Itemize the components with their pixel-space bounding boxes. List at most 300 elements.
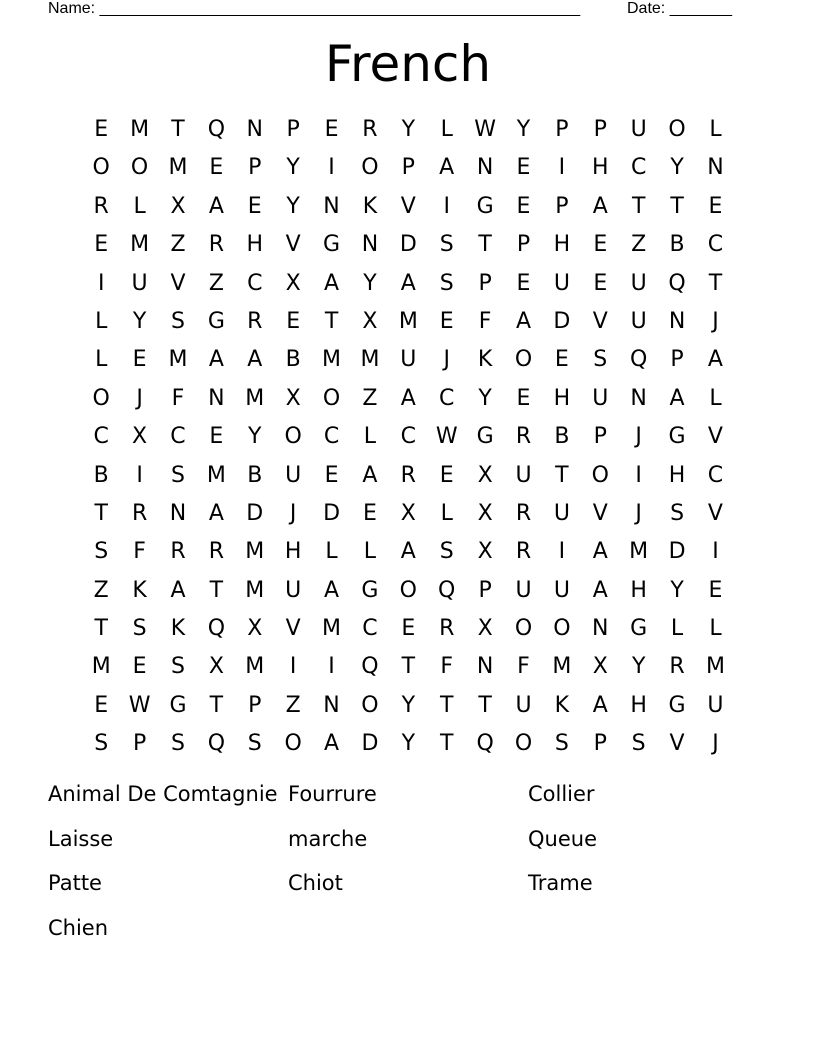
- grid-cell: C: [630, 155, 647, 181]
- grid-cell: T: [478, 232, 492, 258]
- grid-cell: S: [554, 731, 569, 757]
- grid-cell: S: [132, 616, 147, 642]
- grid-cell: O: [361, 155, 379, 181]
- grid-cell: E: [132, 347, 147, 373]
- grid-cell: E: [362, 500, 377, 526]
- grid-cell: T: [324, 308, 339, 334]
- grid-cell: I: [97, 270, 105, 296]
- grid-cell: N: [476, 155, 494, 181]
- grid-cell: A: [208, 347, 224, 373]
- grid-cell: E: [516, 193, 531, 219]
- grid-cell: U: [285, 577, 302, 603]
- grid-cell: F: [440, 654, 454, 680]
- grid-cell: H: [592, 155, 609, 181]
- grid-cell: Y: [631, 654, 646, 680]
- grid-cell: U: [707, 692, 724, 718]
- grid-cell: Q: [207, 117, 226, 142]
- grid-cell: A: [247, 347, 263, 373]
- grid-cell: P: [593, 117, 607, 142]
- grid-cell: H: [668, 462, 686, 488]
- grid-cell: V: [170, 270, 186, 296]
- grid-cell: T: [670, 193, 684, 219]
- grid-cell: L: [325, 539, 338, 565]
- grid-cell: R: [93, 193, 109, 219]
- grid-cell: L: [363, 424, 377, 450]
- grid-row: [82, 572, 736, 610]
- grid-cell: C: [170, 424, 186, 450]
- grid-cell: A: [208, 500, 224, 526]
- grid-cell: N: [707, 155, 724, 181]
- grid-cell: V: [707, 500, 723, 526]
- grid-cell: Q: [476, 731, 494, 757]
- grid-cell: F: [517, 654, 530, 680]
- grid-cell: E: [439, 462, 454, 488]
- grid-cell: L: [363, 539, 377, 565]
- grid-cell: M: [206, 462, 226, 488]
- grid-cell: P: [248, 155, 262, 181]
- grid-cell: Z: [362, 385, 378, 411]
- grid-cell: A: [324, 577, 340, 603]
- grid-row: [82, 725, 736, 763]
- grid-cell: W: [128, 692, 151, 718]
- grid-cell: G: [323, 232, 341, 258]
- grid-cell: P: [401, 155, 415, 181]
- grid-cell: E: [94, 117, 109, 142]
- grid-cell: P: [248, 692, 262, 718]
- grid-cell: M: [245, 577, 265, 603]
- grid-cell: L: [95, 347, 108, 373]
- grid-cell: R: [515, 500, 532, 526]
- grid-cell: Y: [401, 731, 416, 757]
- grid-cell: U: [553, 500, 570, 526]
- grid-cell: H: [553, 385, 571, 411]
- grid-cell: E: [132, 654, 147, 680]
- grid-cell: N: [323, 193, 340, 219]
- grid-cell: Z: [631, 232, 647, 258]
- grid-cell: U: [285, 462, 302, 488]
- grid-cell: T: [209, 577, 224, 603]
- grid-cell: Z: [170, 232, 186, 258]
- grid-cell: X: [170, 193, 186, 219]
- grid-cell: J: [635, 500, 642, 526]
- grid-cell: Q: [630, 347, 648, 373]
- grid-cell: D: [668, 539, 686, 565]
- grid-cell: A: [439, 155, 455, 181]
- grid-cell: C: [362, 616, 378, 642]
- grid-cell: N: [476, 654, 494, 680]
- grid-cell: D: [246, 500, 264, 526]
- grid-cell: V: [669, 731, 685, 757]
- grid-cell: L: [440, 500, 453, 526]
- grid-cell: X: [477, 462, 493, 488]
- grid-cell: E: [516, 155, 531, 181]
- grid-cell: T: [94, 616, 108, 642]
- grid-cell: O: [591, 462, 609, 488]
- grid-row: [82, 226, 736, 264]
- grid-cell: G: [169, 692, 187, 718]
- word-list-item: Trame: [528, 871, 593, 896]
- grid-cell: J: [289, 500, 297, 526]
- grid-cell: Q: [361, 654, 379, 680]
- grid-row: [82, 495, 736, 533]
- grid-cell: B: [285, 347, 301, 373]
- grid-cell: W: [474, 117, 496, 142]
- grid-row: [82, 687, 736, 725]
- grid-cell: F: [478, 308, 492, 334]
- grid-cell: C: [439, 385, 455, 411]
- grid-cell: Q: [438, 577, 456, 603]
- grid-cell: I: [558, 155, 566, 181]
- grid-cell: H: [246, 232, 264, 258]
- grid-cell: A: [324, 270, 340, 296]
- grid-cell: L: [709, 616, 722, 642]
- header-line: [48, 0, 748, 20]
- grid-cell: T: [94, 500, 108, 526]
- grid-cell: O: [284, 731, 302, 757]
- grid-cell: O: [514, 616, 533, 642]
- grid-cell: S: [170, 654, 185, 680]
- grid-cell: G: [361, 577, 379, 603]
- grid-cell: S: [439, 539, 454, 565]
- grid-cell: U: [553, 270, 570, 296]
- grid-row: [82, 265, 736, 303]
- grid-cell: E: [554, 347, 569, 373]
- grid-cell: L: [709, 385, 722, 411]
- grid-cell: P: [555, 117, 569, 142]
- grid-cell: O: [514, 731, 533, 757]
- grid-cell: S: [439, 232, 454, 258]
- grid-cell: I: [558, 539, 566, 565]
- grid-cell: X: [247, 616, 263, 642]
- grid-cell: C: [93, 424, 109, 450]
- grid-cell: M: [360, 347, 380, 373]
- word-list-item: Laisse: [48, 826, 114, 851]
- word-list-item: Chiot: [288, 871, 343, 896]
- grid-cell: R: [362, 117, 378, 142]
- grid-cell: E: [209, 155, 224, 181]
- grid-cell: C: [707, 232, 724, 258]
- grid-cell: H: [630, 577, 647, 603]
- grid-cell: A: [400, 539, 416, 565]
- grid-cell: O: [361, 692, 379, 718]
- grid-cell: R: [400, 462, 416, 488]
- grid-cell: M: [168, 155, 188, 181]
- grid-cell: R: [208, 539, 225, 565]
- grid-row: [82, 418, 736, 456]
- grid-cell: I: [712, 539, 719, 565]
- grid-cell: Y: [286, 193, 300, 219]
- grid-cell: E: [324, 117, 339, 142]
- grid-cell: V: [592, 308, 608, 334]
- grid-cell: M: [168, 347, 188, 373]
- grid-cell: O: [399, 577, 417, 603]
- grid-cell: Q: [207, 731, 226, 757]
- grid-cell: E: [94, 232, 109, 258]
- grid-cell: S: [170, 462, 185, 488]
- grid-cell: X: [208, 654, 224, 680]
- grid-cell: U: [553, 577, 570, 603]
- grid-row: [82, 149, 736, 187]
- grid-cell: N: [246, 117, 263, 142]
- word-list-item: Queue: [528, 826, 597, 851]
- grid-row: [82, 610, 736, 648]
- grid-cell: T: [555, 462, 569, 488]
- grid-cell: A: [592, 692, 608, 718]
- grid-cell: J: [635, 424, 642, 450]
- grid-cell: R: [515, 424, 532, 450]
- grid-cell: F: [133, 539, 146, 565]
- grid-cell: H: [630, 692, 647, 718]
- name-field-label: Name: ______________________________________________________: [48, 0, 581, 17]
- grid-cell: T: [401, 654, 416, 680]
- grid-cell: R: [170, 539, 186, 565]
- grid-cell: S: [631, 731, 646, 757]
- grid-cell: G: [668, 424, 686, 450]
- grid-cell: S: [170, 308, 185, 334]
- grid-cell: D: [323, 500, 341, 526]
- grid-cell: R: [515, 539, 532, 565]
- grid-cell: M: [705, 654, 725, 680]
- grid-cell: N: [208, 385, 225, 411]
- grid-cell: Z: [93, 577, 109, 603]
- grid-cell: E: [209, 424, 224, 450]
- word-list-item: Chien: [48, 916, 109, 941]
- grid-cell: L: [670, 616, 684, 642]
- grid-cell: T: [439, 731, 454, 757]
- grid-cell: J: [136, 385, 143, 411]
- grid-cell: Y: [478, 385, 492, 411]
- grid-cell: M: [245, 654, 265, 680]
- grid-row: [82, 188, 736, 226]
- word-list: [48, 774, 768, 953]
- grid-cell: P: [555, 193, 569, 219]
- grid-cell: M: [130, 232, 150, 258]
- grid-cell: C: [400, 424, 416, 450]
- word-list-item: Fourrure: [288, 782, 377, 806]
- grid-cell: A: [324, 731, 340, 757]
- grid-cell: T: [631, 193, 646, 219]
- grid-cell: O: [284, 424, 302, 450]
- grid-cell: M: [552, 654, 572, 680]
- grid-cell: T: [209, 692, 224, 718]
- grid-cell: A: [170, 577, 186, 603]
- grid-cell: I: [328, 155, 335, 181]
- grid-row: [82, 533, 736, 571]
- grid-cell: L: [709, 117, 722, 142]
- grid-cell: O: [553, 616, 571, 642]
- grid-cell: G: [207, 308, 225, 334]
- grid-cell: M: [322, 347, 342, 373]
- grid-cell: I: [136, 462, 143, 488]
- grid-cell: P: [593, 731, 607, 757]
- grid-cell: S: [439, 270, 454, 296]
- grid-cell: S: [593, 347, 608, 373]
- grid-cell: E: [94, 692, 109, 718]
- grid-row: [82, 111, 736, 149]
- grid-cell: Y: [363, 270, 377, 296]
- grid-cell: E: [708, 577, 723, 603]
- grid-cell: K: [170, 616, 186, 642]
- grid-cell: T: [478, 692, 492, 718]
- grid-cell: Z: [285, 692, 301, 718]
- grid-cell: Y: [286, 155, 300, 181]
- grid-cell: S: [247, 731, 262, 757]
- grid-cell: X: [477, 539, 493, 565]
- grid-cell: T: [439, 692, 454, 718]
- grid-cell: H: [553, 232, 571, 258]
- grid-cell: S: [94, 731, 109, 757]
- grid-cell: G: [476, 424, 494, 450]
- grid-row: [82, 303, 736, 341]
- letter-grid: [82, 111, 736, 764]
- grid-cell: N: [169, 500, 187, 526]
- grid-cell: S: [670, 500, 685, 526]
- grid-cell: C: [323, 424, 340, 450]
- grid-cell: A: [592, 539, 608, 565]
- date-field-label: Date: _______: [627, 0, 732, 17]
- grid-cell: U: [630, 308, 647, 334]
- grid-cell: C: [707, 462, 724, 488]
- grid-cell: N: [361, 232, 379, 258]
- grid-cell: C: [247, 270, 263, 296]
- grid-cell: R: [208, 232, 225, 258]
- grid-row: [82, 341, 736, 379]
- grid-cell: D: [399, 232, 417, 258]
- grid-cell: Q: [668, 270, 686, 296]
- grid-cell: M: [398, 308, 418, 334]
- grid-cell: Y: [516, 117, 531, 142]
- grid-cell: L: [95, 308, 108, 334]
- grid-cell: E: [516, 385, 531, 411]
- grid-cell: K: [554, 692, 570, 718]
- grid-cell: G: [668, 692, 686, 718]
- grid-cell: M: [629, 539, 649, 565]
- grid-cell: S: [170, 731, 185, 757]
- grid-cell: R: [439, 616, 455, 642]
- grid-cell: J: [712, 308, 719, 334]
- grid-cell: E: [593, 270, 608, 296]
- grid-cell: U: [630, 117, 647, 142]
- grid-cell: U: [400, 347, 417, 373]
- grid-cell: M: [91, 654, 111, 680]
- grid-cell: M: [322, 616, 342, 642]
- grid-cell: B: [554, 424, 570, 450]
- grid-cell: T: [171, 117, 185, 142]
- grid-cell: V: [285, 616, 301, 642]
- grid-cell: P: [478, 577, 492, 603]
- grid-cell: Y: [132, 308, 147, 334]
- grid-cell: H: [284, 539, 302, 565]
- grid-cell: V: [285, 232, 301, 258]
- grid-cell: U: [515, 692, 532, 718]
- grid-cell: X: [400, 500, 416, 526]
- grid-cell: A: [592, 193, 608, 219]
- grid-cell: T: [708, 270, 723, 296]
- grid-cell: A: [400, 270, 416, 296]
- grid-cell: D: [553, 308, 571, 334]
- grid-cell: Y: [670, 577, 684, 603]
- grid-cell: J: [712, 731, 719, 757]
- grid-cell: U: [131, 270, 148, 296]
- grid-cell: I: [443, 193, 450, 219]
- grid-cell: O: [92, 155, 110, 181]
- grid-row: [82, 648, 736, 686]
- grid-cell: L: [440, 117, 453, 142]
- grid-row: [82, 457, 736, 495]
- grid-cell: Y: [401, 117, 416, 142]
- grid-cell: E: [708, 193, 723, 219]
- grid-cell: X: [477, 500, 493, 526]
- grid-cell: R: [669, 654, 685, 680]
- grid-cell: I: [635, 462, 642, 488]
- grid-cell: K: [362, 193, 378, 219]
- grid-cell: S: [94, 539, 109, 565]
- grid-cell: N: [668, 308, 686, 334]
- grid-cell: O: [92, 385, 110, 411]
- grid-cell: Z: [208, 270, 224, 296]
- grid-cell: U: [515, 577, 532, 603]
- grid-cell: U: [515, 462, 532, 488]
- grid-cell: J: [443, 347, 450, 373]
- grid-cell: E: [439, 308, 454, 334]
- grid-cell: N: [323, 692, 340, 718]
- grid-cell: O: [130, 155, 149, 181]
- grid-cell: Y: [401, 692, 416, 718]
- word-list-item: marche: [288, 826, 368, 851]
- grid-cell: X: [285, 385, 301, 411]
- grid-cell: E: [401, 616, 416, 642]
- grid-cell: M: [245, 539, 265, 565]
- grid-cell: B: [247, 462, 263, 488]
- grid-cell: O: [514, 347, 533, 373]
- grid-cell: B: [93, 462, 109, 488]
- grid-cell: W: [435, 424, 458, 450]
- grid-cell: V: [592, 500, 608, 526]
- grid-cell: K: [477, 347, 493, 373]
- grid-cell: P: [516, 232, 531, 258]
- grid-cell: L: [133, 193, 146, 219]
- grid-cell: E: [286, 308, 301, 334]
- grid-cell: X: [362, 308, 378, 334]
- grid-cell: P: [286, 117, 300, 142]
- grid-cell: P: [593, 424, 607, 450]
- grid-cell: R: [247, 308, 263, 334]
- page-title: French: [324, 35, 492, 93]
- grid-cell: O: [668, 117, 686, 142]
- grid-cell: G: [630, 616, 648, 642]
- grid-cell: P: [132, 731, 147, 757]
- grid-cell: A: [515, 308, 532, 334]
- grid-cell: U: [630, 270, 647, 296]
- grid-cell: V: [707, 424, 723, 450]
- grid-cell: A: [592, 577, 608, 603]
- grid-cell: X: [592, 654, 608, 680]
- word-list-item: Patte: [48, 871, 102, 896]
- grid-cell: Y: [670, 155, 684, 181]
- grid-cell: G: [476, 193, 494, 219]
- grid-cell: X: [132, 424, 148, 450]
- grid-cell: E: [593, 232, 608, 258]
- grid-cell: N: [592, 616, 609, 642]
- grid-cell: N: [630, 385, 647, 411]
- grid-cell: A: [669, 385, 685, 411]
- grid-cell: U: [592, 385, 609, 411]
- grid-cell: E: [324, 462, 339, 488]
- grid-cell: D: [361, 731, 379, 757]
- grid-cell: E: [247, 193, 262, 219]
- grid-cell: X: [285, 270, 301, 296]
- grid-cell: I: [289, 654, 297, 680]
